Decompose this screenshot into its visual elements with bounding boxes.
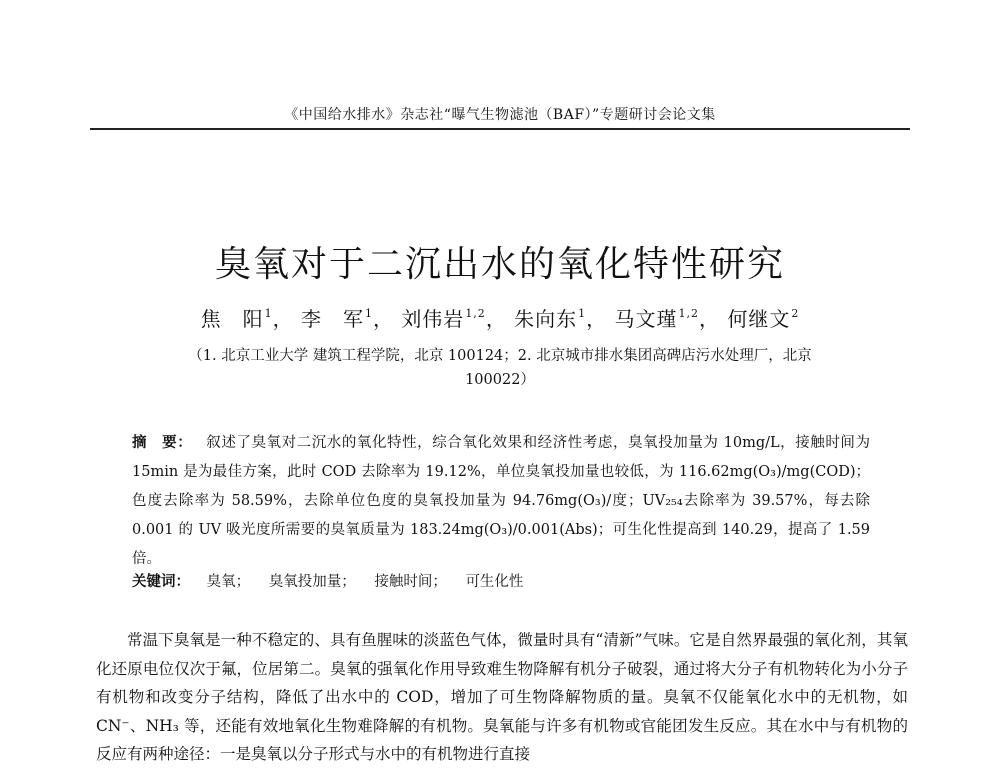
keyword: 臭氧投加量； xyxy=(268,574,356,590)
author: 焦 阳$^1$ xyxy=(200,307,273,331)
abstract-text: 叙述了臭氧对二沉水的氧化特性，综合氧化效果和经济性考虑，臭氧投加量为 10mg/L，接触时间为 15min 是为最佳方案，此时 COD 去除率为 19.12%，单位臭氧投加量也较低，为 116.62mg(O₃)/mg(COD)；色度去除率为 58.59%，去除单位色度的臭氧投加量为 94.76mg(O₃)/度；UV₂₅₄去除率为 39.57%，每去除 0.001 的 UV 吸光度所需要的臭氧质量为 183.24mg(O₃)/0.001(Abs)；可生化性提高到 140.29，提高了 1.59 倍。 xyxy=(132,435,871,567)
keyword: 可生化性 xyxy=(465,574,524,590)
author: 何继文$^2$ xyxy=(727,307,800,331)
running-head: 《中国给水排水》杂志社“曝气生物滤池（BAF）”专题研讨会论文集 xyxy=(284,107,716,123)
affiliations xyxy=(130,344,870,392)
author: 李 军$^1$ xyxy=(300,307,373,331)
author: 朱向东$^1$ xyxy=(514,307,587,331)
author: 马文瑾$^{1,2}$ xyxy=(614,307,700,331)
keyword: 接触时间； xyxy=(374,574,447,590)
body-paragraph: 常温下臭氧是一种不稳定的、具有鱼腥味的淡蓝色气体，微量时具有“清新”气味。它是自然界最强的氧化剂，其氧化还原电位仅次于氟，位居第二。臭氧的强氧化作用导致难生物降解有机分子破裂，通过将大分子有机物转化为小分子有机物和改变分子结构，降低了出水中的 COD，增加了可生物降解物质的量。臭氧不仅能氧化水中的无机物，如 CN⁻、NH₃ 等，还能有效地氧化生物难降解的有机物。臭氧能与许多有机物或官能团发生反应。其在水中与有机物的反应有两种途径：一是臭氧以分子形式与水中的有机物进行直接 xyxy=(96,631,908,763)
header-rule xyxy=(90,128,910,130)
paper-title: 臭氧对于二沉出水的氧化特性研究 xyxy=(214,244,785,285)
affiliation-line: 100022） xyxy=(465,372,535,388)
abstract xyxy=(132,429,870,574)
affiliation-line: （1. 北京工业大学 建筑工程学院，北京 100124；2. 北京城市排水集团高碑店污水处理厂，北京 xyxy=(188,348,812,364)
keyword: 臭氧； xyxy=(206,574,251,590)
abstract-label: 摘 要： xyxy=(132,435,193,451)
keywords xyxy=(132,570,870,591)
keywords-label: 关键词： xyxy=(132,574,190,590)
author-list: 焦 阳$^1$， 李 军$^1$， 刘伟岩$^{1,2}$， 朱向东$^1$， 马文瑾$^{1,2}$， 何继文$^2$ xyxy=(200,307,800,331)
author: 刘伟岩$^{1,2}$ xyxy=(401,307,486,331)
